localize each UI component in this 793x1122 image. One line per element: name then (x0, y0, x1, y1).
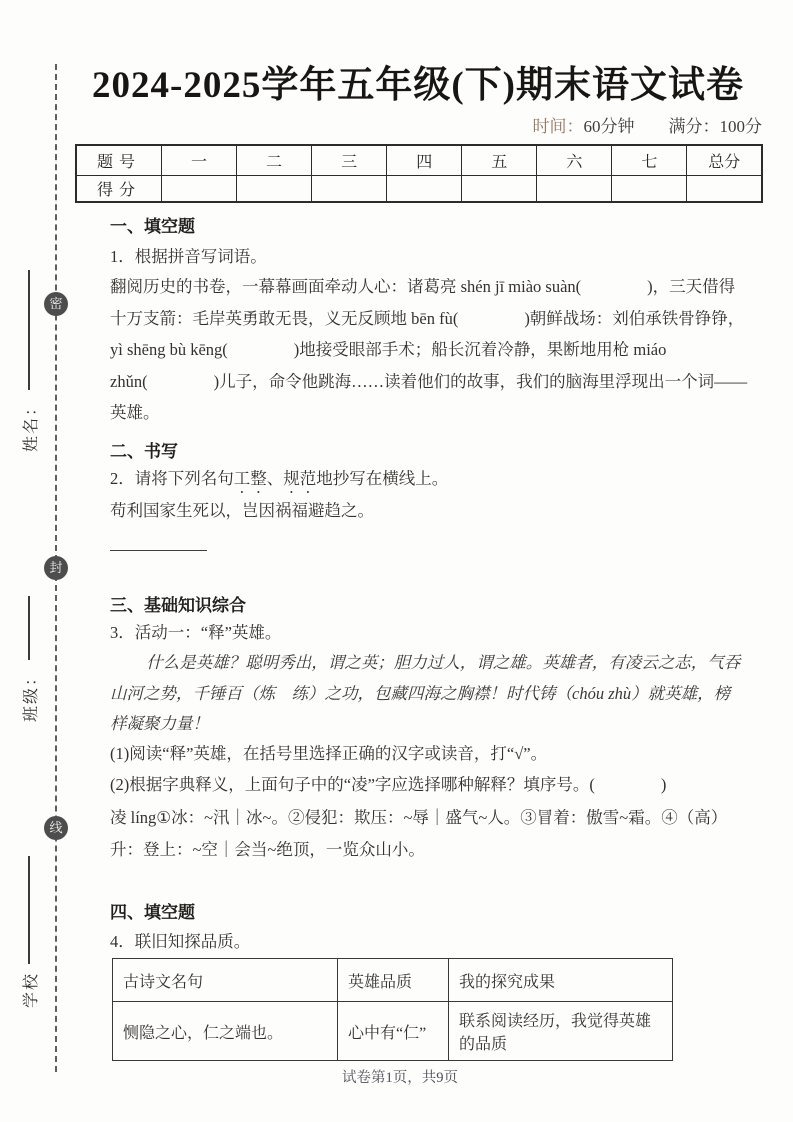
class-label: 班级： (22, 667, 40, 722)
passage-line: 十万支箭：毛岸英勇敢无畏，义无反顾地 bēn fù( )朝鲜战场：刘伯承铁骨铮铮， (110, 308, 745, 328)
score-col-total: 总分 (687, 145, 762, 176)
passage-line: yì shēng bù kēng( )地接受眼部手术；船长沉着冷静，果断地用枪 miáo (110, 340, 667, 360)
score-cell (387, 176, 462, 203)
question-3-passage (110, 648, 772, 740)
dictionary-entry (110, 802, 772, 865)
score-row-label: 得分 (76, 176, 162, 203)
explore-header-result: 我的探究成果 (449, 959, 673, 1002)
explore-cell-quality: 心中有“仁” (338, 1002, 449, 1061)
score-cell (462, 176, 537, 203)
school-label: 学校 (22, 971, 40, 1008)
seal-char-xian: 线 (44, 816, 68, 840)
explore-cell-quote: 恻隐之心，仁之端也。 (113, 1002, 338, 1061)
student-name-field (16, 270, 42, 452)
explore-table-header-row (113, 959, 673, 1002)
question-2-emphasized: 规范 (283, 469, 317, 488)
time-value: 60分钟 (583, 117, 635, 136)
page-title: 2024-2025学年五年级(下)期末语文试卷 (92, 65, 744, 106)
passage-line: 翻阅历史的书卷，一幕幕画面牵动人心：诸葛亮 shén jī miào suàn( )，三天借得 (110, 277, 736, 296)
explore-header-quality: 英雄品质 (338, 959, 449, 1002)
section-3-heading: 三、基础知识综合 (110, 596, 246, 615)
score-table-header-row (76, 145, 762, 176)
passage-line: 山河之势，千锤百（炼 练）之功，包藏四海之胸襟！时代铸（chóu zhù）就英雄，榜 (110, 683, 731, 703)
question-2-emphasized: 工整 (233, 469, 267, 488)
school-blank-line (28, 856, 30, 964)
score-col-7: 七 (612, 145, 687, 176)
score-col-2: 二 (237, 145, 312, 176)
question-2-part: 2．请将下列名句 (110, 469, 234, 488)
section-4-heading: 四、填空题 (110, 903, 195, 922)
section-1-heading: 一、填空题 (110, 217, 195, 236)
question-3: 3．活动一：“释”英雄。 (110, 623, 282, 642)
dictionary-line: 升：登上：~空｜会当~绝顶，一览众山小。 (110, 839, 425, 859)
score-cell (537, 176, 612, 203)
explore-cell-result: 联系阅读经历，我觉得英雄的品质 (449, 1002, 673, 1061)
explore-table-data-row (113, 1002, 673, 1061)
question-3-sub-2: (2)根据字典释义，上面句子中的“凌”字应选择哪种解释？填序号。( ) (110, 775, 667, 794)
exam-meta (70, 112, 762, 137)
full-score-label: 满分： (668, 117, 720, 136)
score-cell (687, 176, 762, 203)
page-number-footer: 试卷第1页，共9页 (342, 1070, 458, 1086)
passage-line: 英雄。 (110, 403, 160, 423)
question-2-part: 地抄写在横线上。 (316, 469, 449, 488)
copy-quote: 苟利国家生死以，岂因祸福避趋之。 (110, 501, 374, 520)
score-cell (312, 176, 387, 203)
section-2-heading: 二、书写 (110, 442, 178, 461)
score-table (75, 144, 763, 203)
score-col-6: 六 (537, 145, 612, 176)
passage-line: zhǔn( )儿子，命令他跳海……读着他们的故事，我们的脑海里浮现出一个词—— (110, 371, 748, 391)
question-1-passage (110, 271, 772, 429)
question-3-sub-1: (1)阅读“释”英雄，在括号里选择正确的汉字或读音，打“√”。 (110, 744, 548, 763)
question-2 (110, 465, 772, 497)
seal-char-feng: 封 (44, 556, 68, 580)
question-2-part: 、 (266, 469, 284, 488)
passage-line: 样凝聚力量！ (110, 714, 209, 733)
score-col-3: 三 (312, 145, 387, 176)
full-score-value: 100分 (719, 117, 762, 136)
explore-header-quote: 古诗文名句 (113, 959, 338, 1002)
dictionary-line: 凌 líng①冰：~汛｜冰~。②侵犯：欺压：~辱｜盛气~人。③冒着：傲雪~霜。④（高） (110, 808, 728, 827)
class-blank-line (28, 596, 30, 660)
question-4: 4．联旧知探品质。 (110, 932, 251, 951)
class-field (16, 596, 42, 722)
score-cell (612, 176, 687, 203)
passage-line: 什么是英雄？聪明秀出，谓之英；胆力过人，谓之雄。英雄者，有凌云之志，气吞 (146, 653, 741, 672)
score-col-4: 四 (387, 145, 462, 176)
question-1: 1．根据拼音写词语。 (110, 247, 267, 266)
time-label: 时间： (532, 117, 584, 136)
score-cell (162, 176, 237, 203)
score-cell (237, 176, 312, 203)
explore-table (112, 958, 673, 1061)
school-field (16, 856, 42, 1008)
score-table-score-row (76, 176, 762, 203)
score-table-corner: 题号 (76, 145, 162, 176)
writing-blank-line (110, 550, 207, 551)
student-name-label: 姓名： (22, 397, 40, 452)
student-name-blank-line (28, 270, 30, 390)
seal-char-mi: 密 (44, 292, 68, 316)
score-col-5: 五 (462, 145, 537, 176)
score-col-1: 一 (162, 145, 237, 176)
